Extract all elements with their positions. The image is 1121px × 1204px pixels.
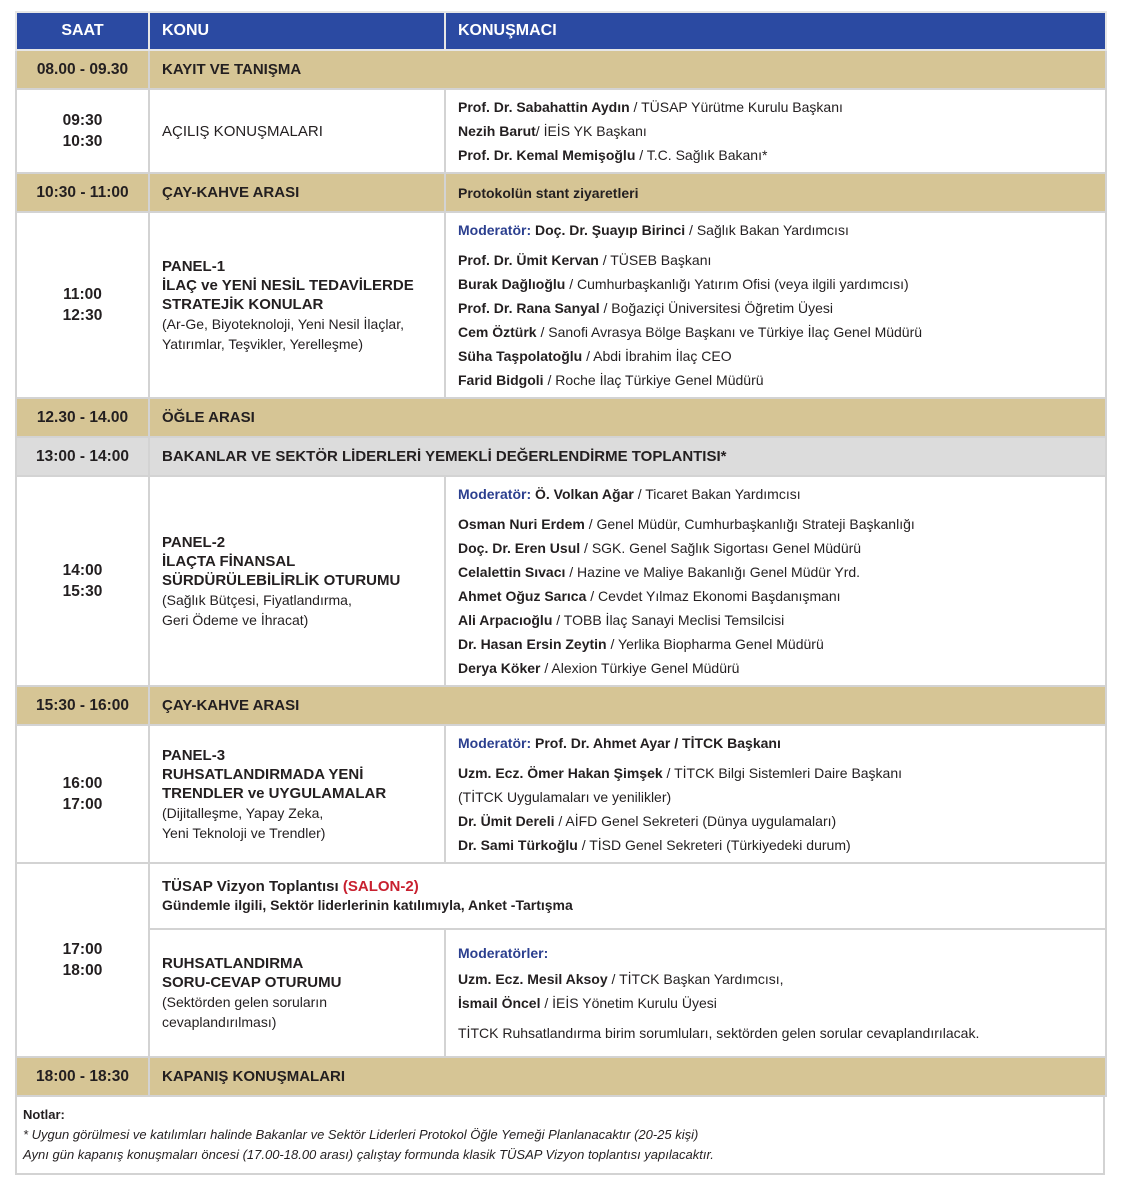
moderator-label: Moderatörler: [458,945,549,961]
speaker-name: Prof. Dr. Rana Sanyal [458,300,600,316]
moderator-name: Ö. Volkan Ağar [531,486,634,502]
start-time: 14:00 [62,562,103,579]
panel-label: PANEL-3 [162,746,226,764]
speaker-line [458,632,1105,656]
time-cell: 18:00 - 18:30 [16,1057,149,1096]
topic-title: AÇILIŞ KONUŞMALARI [162,122,323,140]
speaker-name: Osman Nuri Erdem [458,516,585,532]
speaker-name: Süha Taşpolatoğlu [458,348,583,364]
moderator-line [458,731,1105,755]
speaker-role: / T.C. Sağlık Bakanı* [635,147,768,163]
notes-line: Aynı gün kapanış konuşmaları öncesi (17.00-18.00 arası) çalıştay formunda klasik TÜSAP Vizyon toplantısı yapılacaktır. [23,1147,714,1162]
speaker-role: / Boğaziçi Üniversitesi Öğretim Üyesi [599,300,834,316]
row-closing [16,1057,1106,1096]
topic-cell: ÇAY-KAHVE ARASI [149,173,445,212]
speaker-name: Prof. Dr. Ümit Kervan [458,252,599,268]
speaker-role: / TİTCK Bilgi Sistemleri Daire Başkanı [662,765,903,781]
speaker-role: / TİSD Genel Sekreteri (Türkiyedeki durum) [577,837,851,853]
end-time: 18:00 [62,962,103,979]
vision-title [162,877,1105,896]
agenda-page [15,11,1105,1175]
session-title-line: SORU-CEVAP OTURUMU [162,974,342,991]
speaker-line [458,320,1105,344]
speaker-role: / İEİS Yönetim Kurulu Üyesi [540,995,717,1011]
speaker-line [458,608,1105,632]
vision-title-text: TÜSAP Vizyon Toplantısı [162,878,343,895]
speaker-line [458,119,1105,143]
moderator-name: Prof. Dr. Ahmet Ayar / TİTCK Başkanı [531,735,781,751]
start-time: 16:00 [62,775,103,792]
speaker-subline: (TİTCK Uygulamaları ve yenilikler) [458,789,672,805]
speaker-role: / Cevdet Yılmaz Ekonomi Başdanışmanı [586,588,841,604]
notes-line: * Uygun görülmesi ve katılımları halinde Bakanlar ve Sektör Liderleri Protokol Öğle Yemeği Planlanacaktır (20-25 kişi) [23,1127,699,1142]
speaker-role: / Yerlika Biopharma Genel Müdürü [606,636,824,652]
speaker-line [458,143,1105,167]
agenda-table [15,11,1107,1097]
speaker-name: Prof. Dr. Kemal Memişoğlu [458,147,636,163]
time-cell [16,476,149,686]
speaker-role: / TOBB İlaç Sanayi Meclisi Temsilcisi [552,612,785,628]
moderator-line [458,218,1105,242]
speaker-line [458,584,1105,608]
speaker-role: / Abdi İbrahim İlaç CEO [582,348,732,364]
speaker-name: Doç. Dr. Eren Usul [458,540,581,556]
row-ministers-lunch [16,437,1106,476]
speaker-line [458,761,1105,785]
vision-cell [149,863,1106,929]
header-topic: KONU [149,12,445,50]
start-time: 11:00 [63,286,102,303]
speaker-role: / Cumhurbaşkanlığı Yatırım Ofisi (veya ilgili yardımcısı) [565,276,909,292]
speaker-name: Dr. Ümit Dereli [458,813,555,829]
panel-desc-line: (Sağlık Bütçesi, Fiyatlandırma, [162,591,352,608]
speaker-role: / Hazine ve Maliye Bakanlığı Genel Müdür Yrd. [565,564,861,580]
time-cell [16,725,149,863]
speaker-line [458,991,1105,1015]
moderator-label: Moderatör: [458,486,532,502]
session-title-line: RUHSATLANDIRMA [162,955,304,972]
panel-title-line: STRATEJİK KONULAR [162,295,324,313]
notes-box [15,1097,1105,1175]
time-cell [16,89,149,173]
row-coffee-break-1 [16,173,1106,212]
panel-desc-line: Yeni Teknoloji ve Trendler) [162,824,326,841]
topic-cell: ÇAY-KAHVE ARASI [149,686,1106,725]
row-lunch-break [16,398,1106,437]
panel-desc-line: (Dijitalleşme, Yapay Zeka, [162,804,324,821]
speaker-role: / Genel Müdür, Cumhurbaşkanlığı Strateji Başkanlığı [584,516,915,532]
moderator-role: / Ticaret Bakan Yardımcısı [633,486,801,502]
row-registration [16,50,1106,89]
speaker-name: Uzm. Ecz. Ömer Hakan Şimşek [458,765,663,781]
moderator-label: Moderatör: [458,735,532,751]
time-cell: 15:30 - 16:00 [16,686,149,725]
speaker-role: / İEİS YK Başkanı [535,123,647,139]
topic-cell [149,725,445,863]
session-desc-line: (Sektörden gelen soruların [162,994,327,1010]
topic-cell: KAPANIŞ KONUŞMALARI [149,1057,1106,1096]
speaker-name: Dr. Hasan Ersin Zeytin [458,636,607,652]
speaker-line [458,248,1105,272]
speaker-role: / AİFD Genel Sekreteri (Dünya uygulamaları) [554,813,837,829]
header-row [16,12,1106,50]
speaker-name: Dr. Sami Türkoğlu [458,837,578,853]
moderator-line [458,482,1105,506]
closing-note: TİTCK Ruhsatlandırma birim sorumluları, sektörden gelen sorular cevaplandırılacak. [458,1025,980,1041]
panel-title-line: SÜRDÜRÜLEBİLİRLİK OTURUMU [162,571,401,589]
speaker-name: Derya Köker [458,660,541,676]
header-time: SAAT [16,12,149,50]
speaker-role: / Sanofi Avrasya Bölge Başkanı ve Türkiye İlaç Genel Müdürü [536,324,923,340]
speaker-line [458,967,1105,991]
speaker-name: Celalettin Sıvacı [458,564,566,580]
panel-desc-line: (Ar-Ge, Biyoteknoloji, Yeni Nesil İlaçlar, [162,315,404,332]
row-vision-meeting [16,863,1106,929]
topic-cell: ÖĞLE ARASI [149,398,1106,437]
end-time: 12:30 [62,307,103,324]
speaker-name: Prof. Dr. Sabahattin Aydın [458,99,630,115]
speaker-cell [445,929,1106,1057]
time-cell: 13:00 - 14:00 [16,437,149,476]
speaker-line [458,95,1105,119]
speaker-line [458,344,1105,368]
speaker-role: / Alexion Türkiye Genel Müdürü [540,660,740,676]
topic-cell [149,929,445,1057]
speaker-line [458,296,1105,320]
moderator-role: / Sağlık Bakan Yardımcısı [685,222,849,238]
speaker-name: Ali Arpacıoğlu [458,612,553,628]
panel-title-line: TRENDLER ve UYGULAMALAR [162,784,387,802]
moderator-line [458,941,1105,965]
speaker-role: / TÜSEB Başkanı [598,252,712,268]
vision-salon: (SALON-2) [342,878,419,895]
speaker-line [458,656,1105,680]
speaker-name: Cem Öztürk [458,324,537,340]
speaker-name: Ahmet Oğuz Sarıca [458,588,587,604]
note-cell: Protokolün stant ziyaretleri [445,173,1106,212]
speaker-cell [445,212,1106,398]
row-opening [16,89,1106,173]
speaker-role: / TİTCK Başkan Yardımcısı, [607,971,784,987]
row-panel-2 [16,476,1106,686]
time-cell: 12.30 - 14.00 [16,398,149,437]
header-speaker: KONUŞMACI [445,12,1106,50]
start-time: 17:00 [62,941,103,958]
speaker-line [458,809,1105,833]
speaker-cell [445,725,1106,863]
speaker-line [458,512,1105,536]
panel-title-line: İLAÇ ve YENİ NESİL TEDAVİLERDE [162,276,414,294]
panel-title-line: İLAÇTA FİNANSAL [162,552,296,570]
speaker-line [458,536,1105,560]
moderator-name: Doç. Dr. Şuayıp Birinci [531,222,686,238]
speaker-line [458,272,1105,296]
speaker-role: / TÜSAP Yürütme Kurulu Başkanı [629,99,843,115]
session-desc-line: cevaplandırılması) [162,1014,277,1030]
time-cell [16,863,149,1057]
speaker-name: Burak Dağlıoğlu [458,276,566,292]
topic-cell [149,476,445,686]
speaker-line [458,833,1105,857]
notes-label: Notlar: [23,1107,65,1122]
time-cell: 10:30 - 11:00 [16,173,149,212]
moderator-label: Moderatör: [458,222,532,238]
end-time: 17:00 [62,796,103,813]
time-cell [16,212,149,398]
time-cell: 08.00 - 09.30 [16,50,149,89]
speaker-cell [445,89,1106,173]
vision-subtitle: Gündemle ilgili, Sektör liderlerinin katılımıyla, Anket -Tartışma [162,897,573,913]
panel-desc-line: Yatırımlar, Teşvikler, Yerelleşme) [162,335,364,352]
speaker-role: / SGK. Genel Sağlık Sigortası Genel Müdürü [580,540,862,556]
row-coffee-break-2 [16,686,1106,725]
speaker-name: Farid Bidgoli [458,372,544,388]
panel-label: PANEL-2 [162,533,226,551]
topic-cell: KAYIT VE TANIŞMA [149,50,1106,89]
topic-cell [149,89,445,173]
speaker-line [458,560,1105,584]
speaker-name: İsmail Öncel [458,995,541,1011]
speaker-role: / Roche İlaç Türkiye Genel Müdürü [543,372,764,388]
speaker-cell [445,476,1106,686]
start-time: 09:30 [62,112,103,129]
speaker-line [458,368,1105,392]
row-qa-session [16,929,1106,1057]
row-panel-3 [16,725,1106,863]
panel-title-line: RUHSATLANDIRMADA YENİ [162,765,364,783]
topic-cell [149,212,445,398]
end-time: 10:30 [62,133,103,150]
topic-cell: BAKANLAR VE SEKTÖR LİDERLERİ YEMEKLİ DEĞERLENDİRME TOPLANTISI* [149,437,1106,476]
speaker-name: Nezih Barut [458,123,536,139]
panel-desc-line: Geri Ödeme ve İhracat) [162,611,309,628]
row-panel-1 [16,212,1106,398]
end-time: 15:30 [62,583,103,600]
panel-label: PANEL-1 [162,257,226,275]
speaker-name: Uzm. Ecz. Mesil Aksoy [458,971,608,987]
